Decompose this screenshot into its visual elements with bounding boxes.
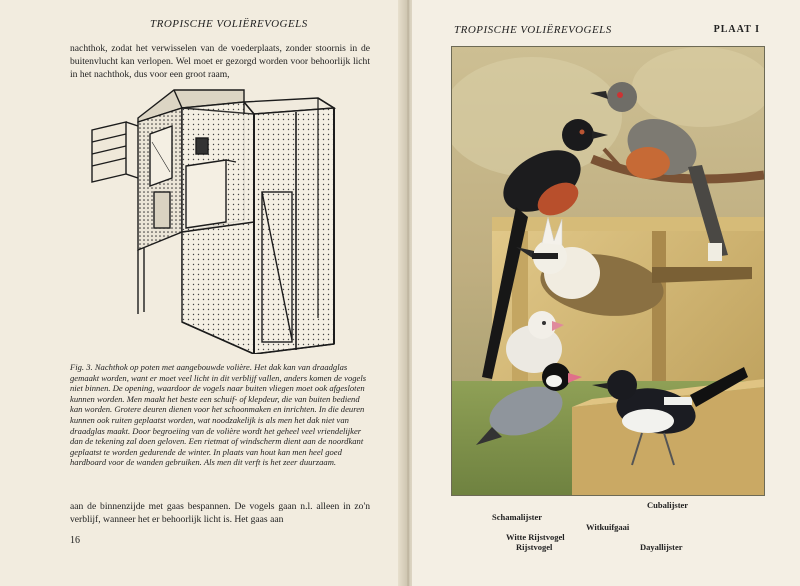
legend-witkuifgaai: Witkuifgaai [586,522,630,532]
running-head-left: TROPISCHE VOLIËREVOGELS [150,18,308,30]
legend-schamalijster: Schamalijster [492,512,543,522]
figure-caption: Fig. 3. Nachthok op poten met aangebouwde volière. Het dak kan van draadglas gemaakt worden, want er moet veel licht in dit verblijf vallen, anders komen de vogels niet binnen. De opening, waardoor de vogels naar buiten vliegen moet ook afgesloten kunnen worden. Men maakt het beste een schuif- of klepdeur, die van buiten bediend kan worden. Grotere deuren dienen voor het schoonmaken en inrichten. In die deuren kunnen ook ruiten geplaatst worden, wat noodzakelijk is als men het dak niet van draadglas maakt. Door begroeiing van de volière wordt het geheel veel vriendelijker dan de tekening zal doen geloven. Een rietmat of windscherm dient aan de noordkant geplaatst te worden gedurende de winter. In plaats van hout kan men heel goed hardboard voor de wanden gebruiken. Als men dit verft is het zeer duurzaam. [70,362,367,468]
body-paragraph-top: nachthok, zodat het verwisselen van de voederplaats, zonder stoornis in de buitenvlucht kan verlopen. Wel moet er gezorgd worden voor behoorlijk licht in het nachthok, dus voor een groot raam, [70,43,370,80]
legend-witte-rijstvogel: Witte Rijstvogel [506,532,565,542]
body-paragraph-bottom: aan de binnenzijde met gaas bespannen. De vogels gaan n.l. alleen in zo'n verblijf, wanneer het er behoorlijk licht is. Het gaas aan [70,501,370,525]
legend-cubalijster: Cubalijster [647,500,689,510]
legend-rijstvogel: Rijstvogel [516,542,553,552]
legend-dayallijster: Dayallijster [640,542,683,552]
running-head-right: TROPISCHE VOLIËREVOGELS [454,24,612,36]
page-number: 16 [70,535,80,546]
plate-number: PLAAT I [713,24,760,35]
bird-plate-illustration [451,46,765,496]
aviary-drawing [86,82,356,354]
